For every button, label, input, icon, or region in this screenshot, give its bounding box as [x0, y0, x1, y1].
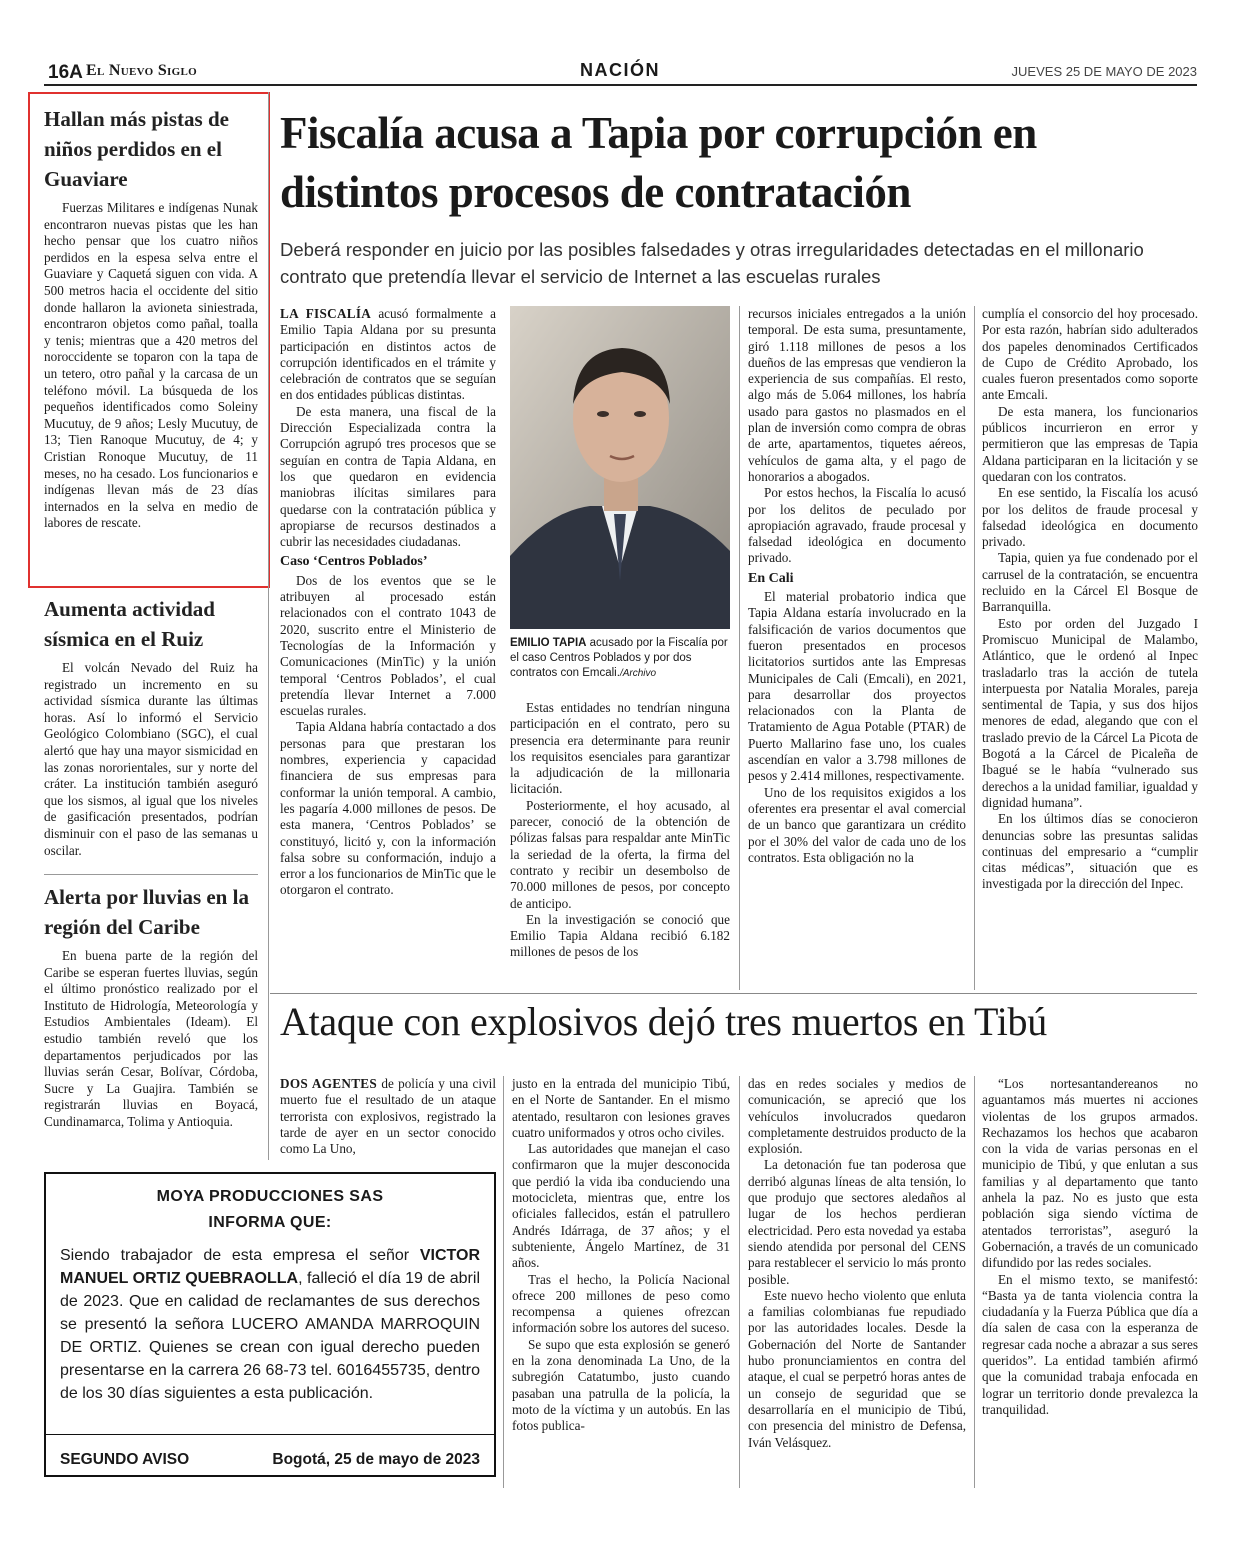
paragraph: Tapia Aldana habría contactado a dos personas para que prestaran los nombres, experiencia y capacidad financiera de sus empresas para conformar la unión temporal. A cambio, les pagaría 4.000 millones de pesos. De esta manera, ‘Centros Poblados’ se constituyó, licitó y, con la información falsa sobre su conformación, indujo a error a los funcionarios de MinTic que le otorgaron el contrato. — [280, 719, 496, 898]
paragraph: En la investigación se conoció que Emilio Tapia Aldana recibió 6.182 millones de pesos de los — [510, 911, 730, 960]
column-divider — [974, 1076, 975, 1488]
notice-title — [46, 1184, 494, 1236]
paragraph: Estas entidades no tendrían ninguna participación en el contrato, pero su presencia era determinante para reunir los requisitos esenciales para garantizar la adjudicación de la millonaria licitación. — [510, 700, 730, 797]
notice-body — [46, 1236, 494, 1405]
paragraph: Tapia, quien ya fue condenado por el carrusel de la contratación, se encuentra recluido en la Cárcel El Bosque de Barranquilla. — [982, 550, 1198, 615]
paragraph: de policía y una civil muerto fue el resultado de un ataque terrorista con explosivos, registrado la tarde de ayer en un sector conocido como La Uno, — [280, 1076, 496, 1157]
paragraph: das en redes sociales y medios de comunicación, se apreció que los vehículos involucrados quedaron completamente destruidos producto de la explosión. — [748, 1076, 966, 1157]
second-column-3 — [748, 1076, 966, 1451]
brief-ruiz — [44, 594, 258, 859]
paragraph: El material probatorio indica que Tapia Aldana estaría involucrado en la falsificación de varios documentos que fueron presentados en procesos licitatorios surtidos ante las Empresas Municipales de Cali (Emcali), en 2021, para desarrollar dos proyectos relacionados con la Planta de Tratamiento de Agua Potable (PTAR) de Puerto Mallarino fase uno, los cuales ascendían en valor a 3.798 millones de pesos y 2.414 millones, respectivamente. — [748, 589, 966, 784]
second-headline: Ataque con explosivos dejó tres muertos en Tibú — [280, 999, 1047, 1044]
notice-text: Siendo trabajador de esta empresa el señor — [60, 1247, 420, 1264]
brief-body: En buena parte de la región del Caribe se esperan fuertes lluvias, según el último pronóstico realizado por el Instituto de Hidrología, Meteorología y Estudios Ambientales (Ideam). El estudio también reveló que los departamentos perjudicados por las lluvias serán Cesar, Bolívar, Córdoba, Sucre y La Guajira. También se registrarán lluvias en Boyacá, Cundinamarca, Tolima y Antioquia. — [44, 948, 258, 1129]
main-column-2 — [510, 700, 730, 961]
brief-body: El volcán Nevado del Ruiz ha registrado un incremento en su actividad sísmica durante las últimas horas. Así lo informó el Servicio Geológico Colombiano (SGC), el cual alertó que hay una mayor sismicidad en las zonas nororientales, sur y norte del cráter. La institución también aseguró que los sismos, al igual que los niveles de gasificación presentados, podrían disminuir con el paso de las semanas u oscilar. — [44, 660, 258, 858]
subheading: Caso ‘Centros Poblados’ — [280, 554, 428, 570]
paragraph: recursos iniciales entregados a la unión temporal. De esta suma, presuntamente, giró 1.118 millones de pesos a los dueños de las empresas que vendieron la experiencia de sus compañías. El resto, algo más de 5.064 millones, los habría usado para gastos no plasmados en el plan de inversión como compra de obras de arte, apartamentos, tiquetes aéreos, vehículos de gama alta, y el pago de honorarios a abogados. — [748, 306, 966, 484]
paragraph: Por estos hechos, la Fiscalía lo acusó por los delitos de peculado por apropiación agravado, fraude procesal y falsedad ideológica en documento privado. — [748, 485, 966, 566]
caption-text: acusado por la Fiscalía por el caso Centros Poblados y por dos contratos con Emcali. — [510, 637, 728, 679]
column-divider — [503, 1076, 504, 1488]
brief-caribe — [44, 882, 258, 1131]
paragraph: Esto por orden del Juzgado I Promiscuo Municipal de Malambo, Atlántico, que le ordenó al Inpec trasladarlo tras la acción de tutela interpuesta por Natalia Morales, pareja sentimental de Tapia, y sus dos hijos menores de edad, alegando que con el traslado previo de la Cárcel La Picota de Bogotá a la Cárcel de Picaleña de Ibagué se le había “vulnerado sus derechos a la unidad familiar, igualdad y dignidad humana”. — [982, 615, 1198, 810]
second-column-4 — [982, 1076, 1198, 1418]
subheading: En Cali — [748, 570, 794, 586]
brief-title: Aumenta actividad sísmica en el Ruiz — [44, 597, 215, 651]
section-name: NACIÓN — [580, 60, 660, 80]
second-column-1 — [280, 1076, 496, 1157]
paragraph: justo en la entrada del municipio Tibú, en el Norte de Santander. En el mismo atentado, resultaron con lesiones graves cuatro uniformados y otros ocho civiles. — [512, 1076, 730, 1140]
column-divider — [739, 306, 740, 990]
main-headline: Fiscalía acusa a Tapia por corrupción en distintos procesos de contratación — [280, 108, 1037, 217]
main-column-1 — [280, 306, 496, 899]
lead-in: LA FISCALÍA — [280, 306, 372, 321]
brief-guaviare — [44, 104, 258, 532]
column-divider — [739, 1076, 740, 1488]
notice-date: Bogotá, 25 de mayo de 2023 — [272, 1451, 480, 1468]
notice-text: , falleció el día 19 de abril de 2023. Que en calidad de reclamantes de sus derechos se presentó la señora LUCERO AMANDA MARROQUIN DE ORTIZ. Quienes se crean con igual derecho pueden presentarse en la carrera 26 68-73 tel. 6016455735, dentro de los 30 días siguientes a esta publicación. — [60, 1270, 480, 1402]
paragraph: Dos de los eventos que se le atribuyen al procesado están relacionados con el contrato 1043 de 2020, suscrito entre el Ministerio de Tecnologías de la Información y Comunicaciones (MinTic) y la unión temporal ‘Centros Poblados’, el cual pretendía llevar Internet a 7.000 escuelas rurales. — [280, 572, 496, 719]
paragraph: Se supo que esta explosión se generó en la zona denominada La Uno, de la subregión Catatumbo, justo cuando pasaban una patrulla de la policía, la moto de la víctima y un autobús. En las fotos publica- — [512, 1336, 730, 1434]
brief-title: Alerta por lluvias en la región del Caribe — [44, 885, 249, 939]
page-number: 16A — [48, 62, 83, 83]
main-column-4 — [982, 306, 1198, 893]
header-rule — [44, 84, 1197, 86]
caption-name: EMILIO TAPIA — [510, 637, 587, 649]
paragraph: acusó formalmente a Emilio Tapia Aldana por su presunta participación en distintos actos de corrupción identificados en el trámite y celebración de contratos que se seguían en dos entidades públicas distintas. — [280, 306, 496, 403]
notice-deceased-name: VICTOR MANUEL ORTIZ QUEBRAOLLA — [60, 1247, 480, 1287]
emilio-tapia-photo — [510, 306, 730, 629]
notice-footer — [60, 1451, 480, 1469]
paragraph: En los últimos días se conocieron denuncias sobre las presuntas salidas continuas del empresario a “cumplir citas médicas”, situación que es investigada por la dirección del Inpec. — [982, 811, 1198, 892]
portrait-illustration — [510, 306, 730, 629]
legal-notice-box — [44, 1172, 496, 1477]
notice-rule — [46, 1434, 494, 1435]
photo-credit: /Archivo — [619, 668, 657, 679]
paragraph: Tras el hecho, la Policía Nacional ofrece 200 millones de peso como recompensa a quienes ofrezcan información sobre los autores del suceso. — [512, 1271, 730, 1336]
notice-aviso: SEGUNDO AVISO — [60, 1451, 190, 1468]
issue-date: JUEVES 25 DE MAYO DE 2023 — [1011, 64, 1197, 79]
paragraph: “Los nortesantandereanos no aguantamos más muertes ni acciones violentas de los grupos armados. Rechazamos los hechos que acabaron con la vida de varias personas en el municipio de Tibú, y que enlutan a sus familias y al departamento que tanto anhela la paz. No es justo que esta población siga siendo víctima de atentados terroristas”, aseguró la Gobernación, a través de un comunicado difundido por las redes sociales. — [982, 1076, 1198, 1271]
column-divider — [974, 306, 975, 990]
brief-title: Hallan más pistas de niños perdidos en el Guaviare — [44, 107, 229, 191]
paragraph: Posteriormente, el hoy acusado, al parecer, conoció de la obtención de pólizas falsas para respaldar ante MinTic la seriedad de la oferta, la firma del contrato y recibir un desembolso de 70.000 millones de pesos, por concepto de anticipo. — [510, 797, 730, 911]
second-column-2 — [512, 1076, 730, 1435]
photo-caption — [510, 636, 732, 681]
paragraph: Las autoridades que manejan el caso confirmaron que la mujer desconocida que perdió la vida iba conduciendo una motocicleta, mientras que, entre los oficiales fallecidos, están el patrullero Andrés Idárraga, de 37 años; y el subteniente, Ángelo Martínez, de 31 años. — [512, 1141, 730, 1271]
main-column-3 — [748, 306, 966, 866]
notice-subtitle: INFORMA QUE: — [208, 1214, 332, 1231]
paragraph: En el mismo texto, se manifestó: “Basta ya de tanta violencia contra la ciudadanía y la Fuerza Pública que día a día salen de casa con la esperanza de regresar cada noche a abrazar a sus seres queridos”. La entidad también afirmó que la comunidad trabaja enfocada en lograr un territorio donde prevalezca la tranquilidad. — [982, 1271, 1198, 1417]
paragraph: cumplía el consorcio del hoy procesado. Por esta razón, habrían sido adulterados dos papeles denominados Certificados de Cupo de Crédito Aprobado, los cuales fueron presentados como soporte ante Emcali. — [982, 306, 1198, 403]
notice-company: MOYA PRODUCCIONES SAS — [156, 1188, 384, 1205]
main-deck: Deberá responder en juicio por las posibles falsedades y otras irregularidades detectadas en el millonario contrato que pretendía llevar el servicio de Internet a las escuelas rurales — [280, 239, 1144, 287]
lead-in: DOS AGENTES — [280, 1076, 378, 1091]
paragraph: De esta manera, una fiscal de la Dirección Especializada contra la Corrupción agrupó tres procesos que se seguían en contra de Tapia Aldana, en los que quedaron en evidencia maniobras ilícitas similares para quedarse con la contratación pública y apropiarse de recursos destinados a cubrir las necesidades ciudadanas. — [280, 403, 496, 550]
paragraph: Este nuevo hecho violento que enluta a familias colombianas fue repudiado por las autoridades locales. Desde la Gobernación del Norte de Santander hubo pronunciamientos en contra del ataque, el cual se perpetró horas antes de un consejo de seguridad que se desarrollaría en el municipio de Tibú, con presencia del ministro de Defensa, Iván Velásquez. — [748, 1287, 966, 1450]
masthead: El Nuevo Siglo — [86, 62, 197, 79]
column-divider — [268, 92, 269, 1160]
paragraph: De esta manera, los funcionarios públicos incurrieron en error y permitieron que las empresas de Tapia Aldana participaran en la licitación y se quedaran con los contratos. — [982, 403, 1198, 484]
paragraph: Uno de los requisitos exigidos a los oferentes era presentar el aval comercial de un banco que garantizara un crédito por el 30% del valor de cada uno de los contratos. Esta obligación no la — [748, 784, 966, 865]
paragraph: En ese sentido, la Fiscalía los acusó por los delitos de fraude procesal y falsedad ideológica en documento privado. — [982, 485, 1198, 550]
brief-separator — [44, 874, 258, 875]
brief-body: Fuerzas Militares e indígenas Nunak encontraron nuevas pistas que les han hecho pensar que los cuatro niños perdidos en la espesa selva entre el Guaviare y Caquetá siguen con vida. A 500 metros hacia el occidente del sitio donde hallaron la avioneta siniestrada, encontraron objetos como pañal, toalla y tenis; mientras que a 420 metros del noroccidente se toparon con la tapa de un tetero, otro pañal y la carcasa de un teléfono móvil. La búsqueda de los pequeños identificados como Soleiny Mucutuy, de 9 años; Lesly Mucutuy, de 13; Tien Ranoque Mucutuy, de 4; y Cristian Ronoque Mucutuy, de 11 meses, no ha cesado. Los funcionarios e indígenas llevan más de 23 días internados en la selva en medio de labores de rescate. — [44, 200, 258, 531]
paragraph: La detonación fue tan poderosa que derribó algunas líneas de alta tensión, lo que produjo que sectores aledaños al lugar de los hechos perdieran electricidad. Pero esta novedad ya estaba siendo atendida por personal del CENS para restablecer el servicio lo más pronto posible. — [748, 1157, 966, 1287]
